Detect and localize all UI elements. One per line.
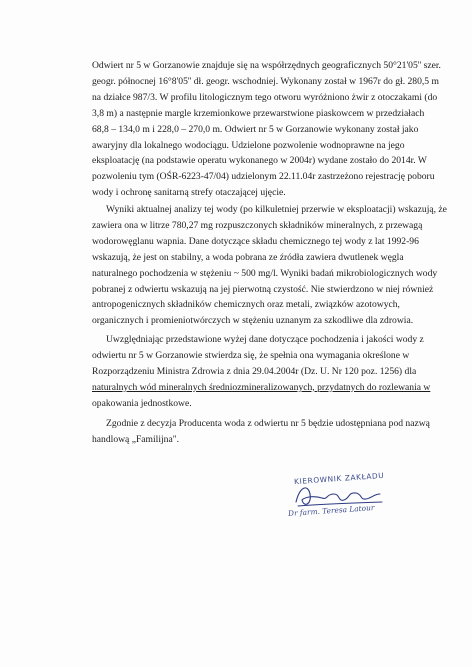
signature-stamp bbox=[282, 470, 392, 540]
stamp-title: KIEROWNIK ZAKŁADU bbox=[293, 470, 385, 487]
text-line: handlową „Familijna". bbox=[92, 433, 180, 445]
text-line: Zgodnie z decyzja Producenta woda z odwiertu nr 5 będzie udostępniana pod nazwą bbox=[106, 418, 430, 429]
text-line: pozwoleniu tym (OŚR-6223-47/04) udzielonym 22.11.04r zastrzeżono rejestrację poboru bbox=[92, 171, 435, 183]
stamp-name: Dr farm. Teresa Latour bbox=[287, 502, 375, 519]
text-line: antropogenicznych składników chemicznych oraz metali, związków azotowych, bbox=[92, 299, 400, 311]
text-line: awaryjny dla lokalnego wodociągu. Udzielone pozwolenie wodnoprawne na jego bbox=[92, 139, 405, 151]
text-line: na działce 987/3. W profilu litologicznym tego otworu wyróżniono żwir z otoczakami (do bbox=[92, 91, 438, 103]
text-line: wody i ochronę sanitarną strefy otaczającej ujęcie. bbox=[92, 187, 286, 199]
text-line: naturalnego pochodzenia w stężeniu ~ 500 mg/l. Wyniki badań mikrobiologicznych wody bbox=[92, 267, 438, 279]
text-line-underlined: naturalnych wód mineralnych średniozmineralizowanych, przydatnych do rozlewania w bbox=[92, 381, 431, 393]
text-line: 3,8 m) a następnie margle krzemionkowe przewarstwione piaskowcem w przedziałach bbox=[92, 107, 425, 119]
text-line: wodorowęglanu wapnia. Dane dotyczące składu chemicznego tej wody z lat 1992-96 bbox=[92, 235, 419, 247]
text-line: Odwiert nr 5 w Gorzanowie znajduje się na współrzędnych geograficznych 50°21'05'' szer. bbox=[92, 60, 441, 71]
text-line: pobranej z odwiertu wskazują na jej pierwotną czystość. Nie stwierdzono w niej również bbox=[92, 283, 434, 295]
text-line: 68,8 – 134,0 m i 228,0 – 270,0 m. Odwiert nr 5 w Gorzanowie wykonany został jako bbox=[92, 123, 419, 135]
text-line: Wyniki aktualnej analizy tej wody (po kilkuletniej przerwie w eksploatacji) wskazują, że bbox=[106, 204, 447, 215]
text-line: organicznych i promieniotwórczych w stężeniu uznanym za szkodliwe dla zdrowia. bbox=[92, 315, 414, 327]
text-line: eksploatację (na podstawie operatu wykonanego w 2004r) wydane zostało do 2014r. W bbox=[92, 155, 427, 167]
text-line: Rozporządzeniu Ministra Zdrowia z dnia 29.04.2004r (Dz. U. Nr 120 poz. 1256) dla bbox=[92, 365, 417, 377]
text-line: Uwzględniając przedstawione wyżej dane dotyczące pochodzenia i jakości wody z bbox=[106, 334, 424, 345]
paragraph-trade-name bbox=[92, 416, 444, 448]
text-line: geogr. północnej 16°8'05'' dł. geogr. wschodniej. Wykonany został w 1967r do gł. 280,5 m bbox=[92, 75, 439, 87]
text-line: odwiertu nr 5 w Gorzanowie stwierdza się, że spełnia ona wymagania określone w bbox=[92, 349, 410, 361]
paragraph-analysis bbox=[92, 202, 447, 329]
text-line: opakowania jednostkowe. bbox=[92, 397, 192, 409]
paragraph-location bbox=[92, 58, 444, 201]
text-line: zawiera ona w litrze 780,27 mg rozpuszczonych składników mineralnych, z przewagą bbox=[92, 219, 423, 231]
paragraph-conclusion bbox=[92, 332, 444, 412]
text-line: wskazują, że jest on stabilny, a woda pobrana ze źródła zawiera dwutlenek węgla bbox=[92, 251, 404, 263]
